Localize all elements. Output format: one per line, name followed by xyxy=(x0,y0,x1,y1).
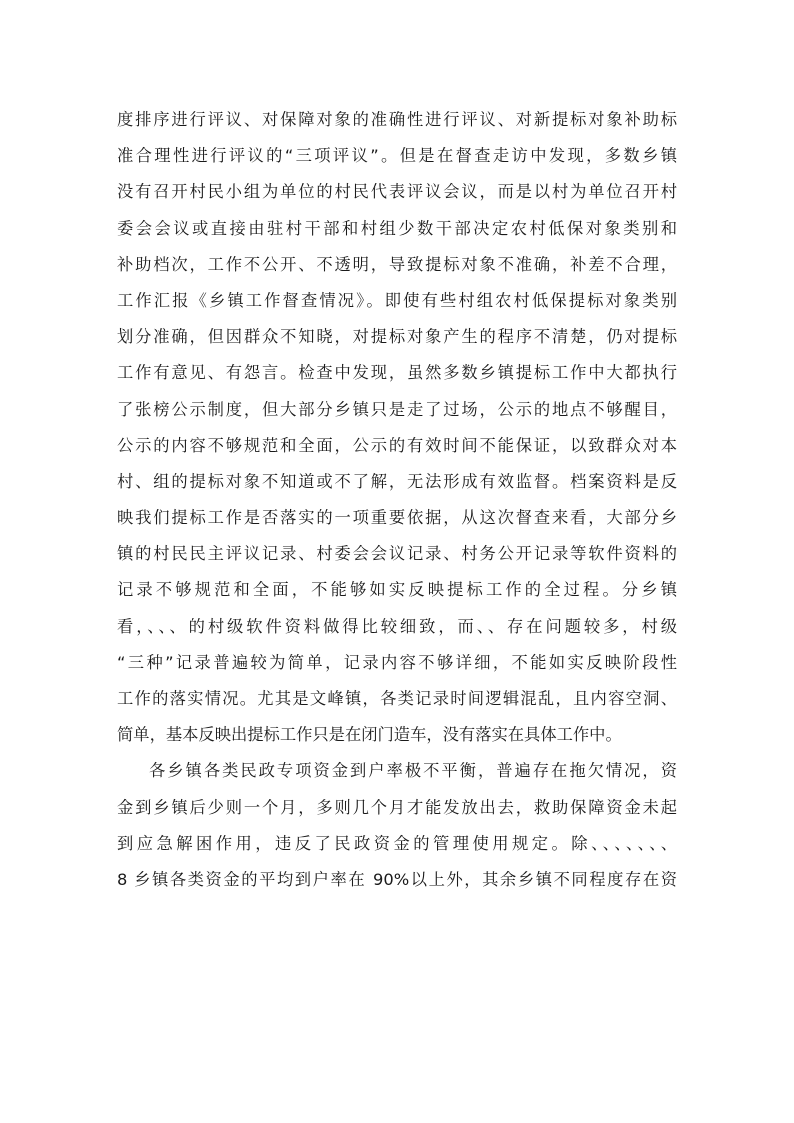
text-line: 没有召开村民小组为单位的村民代表评议会议，而是以村为单位召开村 xyxy=(117,182,677,202)
text-line: 补助档次，工作不公开、不透明，导致提标对象不准确，补差不合理， xyxy=(117,254,677,274)
text-line: 划分准确，但因群众不知晓，对提标对象产生的程序不清楚，仍对提标 xyxy=(117,327,677,347)
text-line: 工作的落实情况。尤其是文峰镇，各类记录时间逻辑混乱，且内容空洞、 xyxy=(117,689,677,708)
paragraph-end-line: 简单，基本反映出提标工作只是在闭门造车，没有落实在具体工作中。 xyxy=(117,725,622,745)
text-line: 准合理性进行评议的“三项评议”。但是在督查走访中发现，多数乡镇 xyxy=(117,146,677,166)
text-line: 公示的内容不够规范和全面，公示的有效时间不能保证，以致群众对本 xyxy=(117,435,677,455)
text-line: 到应急解困作用，违反了民政资金的管理使用规定。除、、、、、、、 xyxy=(117,833,677,853)
text-line: 工作有意见、有怨言。检查中发现，虽然多数乡镇提标工作中大都执行 xyxy=(117,363,677,383)
text-line: “三种”记录普遍较为简单，记录内容不够详细，不能如实反映阶段性 xyxy=(117,652,677,672)
text-line: 了张榜公示制度，但大部分乡镇只是走了过场，公示的地点不够醒目， xyxy=(117,399,677,419)
text-line: 村、组的提标对象不知道或不了解，无法形成有效监督。档案资料是反 xyxy=(117,471,677,491)
text-line: 金到乡镇后少则一个月，多则几个月才能发放出去，救助保障资金未起 xyxy=(117,797,677,817)
text-line: 工作汇报《乡镇工作督查情况》。即使有些村组农村低保提标对象类别 xyxy=(117,290,677,310)
text-line: 看，、、、的村级软件资料做得比较细致，而、、存在问题较多，村级 xyxy=(117,616,677,636)
text-line: 镇的村民民主评议记录、村委会会议记录、村务公开记录等软件资料的 xyxy=(117,544,677,564)
text-line: 映我们提标工作是否落实的一项重要依据，从这次督查来看，大部分乡 xyxy=(117,508,677,528)
text-line: 8 乡镇各类资金的平均到户率在 90%以上外，其余乡镇不同程度存在资 xyxy=(117,869,677,889)
body-text xyxy=(117,102,677,898)
text-line: 度排序进行评议、对保障对象的准确性进行评议、对新提标对象补助标 xyxy=(117,110,677,129)
text-line: 委会会议或直接由驻村干部和村组少数干部决定农村低保对象类别和 xyxy=(117,218,677,238)
text-line: 记录不够规范和全面，不能够如实反映提标工作的全过程。分乡镇 xyxy=(117,580,677,600)
paragraph-first-line: 各乡镇各类民政专项资金到户率极不平衡，普遍存在拖欠情况，资 xyxy=(149,761,677,781)
